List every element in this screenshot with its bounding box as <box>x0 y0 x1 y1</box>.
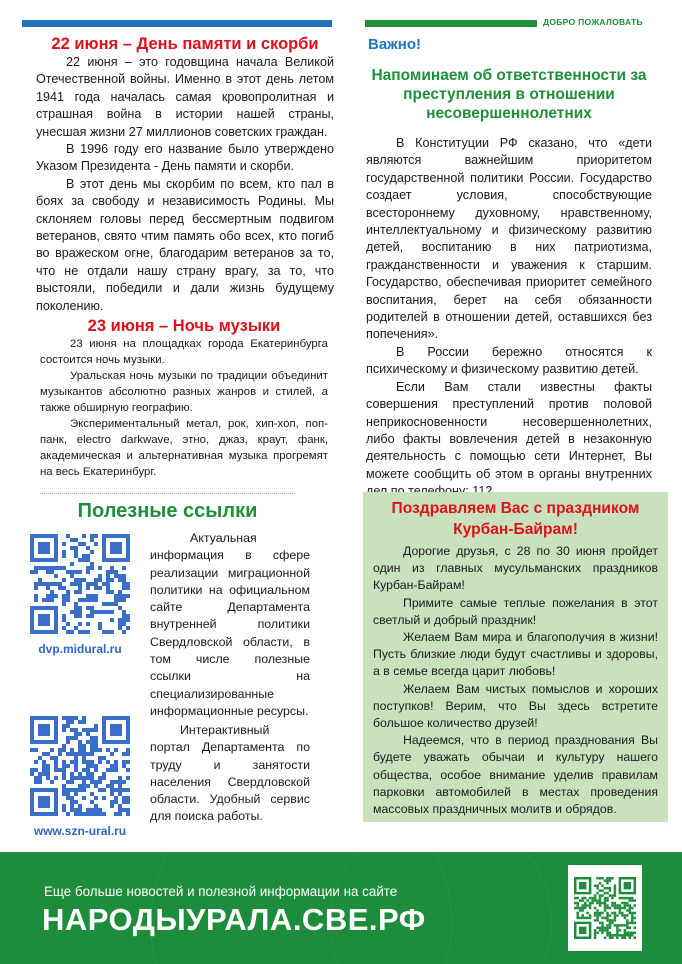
article-paragraph: Если Вам стали известны факты совершения преступлений против половой неприкосновенности несовершеннолетних, либо факты вовлечения детей в незаконную деятельность с помощью сети Интернет, Вы можете сообщить об этом в органы внутренних <box>366 379 652 481</box>
important-title: Напоминаем об ответственности за преступления в отношении несовершеннолетних <box>371 67 647 122</box>
article-paragraph: 22 июня – это годовщина начала Великой Отечественной войны. Именно в этот день летом 1941 года началась самая кровопролитная и страшная война в истории нашей страны, унесшая жизни 27 миллионов советских граждан. <box>36 55 334 139</box>
article-paragraph: В Конституции РФ сказано, что «дети являются важнейшим приоритетом государственной политики России. Государство создает условия, способствующие всестороннему духовному, нравственному, интеллектуальному и физическому развитию детей, воспитанию в них патриотизма, гражданственности и уважения к старшим. Государство, обеспечивая приоритет семейного воспитания, берет на себя обязанности родителей в отношении детей, оставшихся без попечения». <box>366 136 652 342</box>
article-paragraph: Уральская ночь музыки по традиции объединит музыкантов абсолютно разных жанров и стилей, а также обширную географию. <box>40 370 328 414</box>
footer-site-link[interactable]: НАРОДЫУРАЛА.СВЕ.РФ <box>42 902 426 937</box>
qr-code-icon[interactable] <box>568 865 642 951</box>
article-music-title: 23 июня – Ночь музыки <box>87 317 281 335</box>
qr-code-footer <box>574 877 636 939</box>
link-description: Интерактивный портал Департамента по труду и занятости населения Свердловской области. Удобный сервис для поиска работы. <box>150 723 310 824</box>
link-url-szn[interactable]: www.szn-ural.ru <box>33 824 127 838</box>
section-divider <box>40 493 295 494</box>
useful-links-title: Полезные ссылки <box>77 500 258 522</box>
welcome-label: ДОБРО ПОЖАЛОВАТЬ <box>543 17 643 27</box>
qr-code-dvp <box>30 534 130 634</box>
article-paragraph: Экспериментальный метал, рок, хип-хоп, поп-панк, electro darkwave, этно, джаз, краут, фанк, академическая и альтернативная музыка прогремят на весь Екатеринбург. <box>40 418 328 478</box>
article-music-night <box>40 316 328 480</box>
article-paragraph: Примите самые теплые пожелания в этот светлый и добрый праздник! <box>373 595 658 627</box>
kurban-title: Поздравляем Вас с праздником Курбан-Байрам! <box>391 500 640 538</box>
article-paragraph: Надеемся, что в период празднования Вы будете уважать обычаи и культуру нашего общества, особое внимание уделив правилам парковки автомобилей в местах проведения массовых праздничных молитв и обрядов. <box>373 733 658 817</box>
article-paragraph: Желаем Вам чистых помыслов и хороших поступков! Верим, что Вы здесь встретите большое количество друзей! <box>373 681 658 731</box>
link-description: Актуальная информация в сфере реализации миграционной политики на официальном сайте Департамента внутренней политики Свердловской области, в том числе полезные ссылки на специализированные информационные ресурсы. <box>150 531 310 718</box>
article-paragraph: Дорогие друзья, с 28 по 30 июня пройдет один из главных мусульманских праздников Курбан-Байрам! <box>373 544 658 593</box>
article-paragraph: В этот день мы скорбим по всем, кто пал в боях за свободу и независимость Родины. Мы склоняем головы перед бессмертным подвигом ветеранов, свято чтим память обо всех, кто погиб во вражеском огне, благодарим ветеранов за то, что не отдали нашу страну врагу, за то, что выстояли, победили и дали жизнь будущему поколению. <box>36 176 334 313</box>
link-url-dvp[interactable]: dvp.midural.ru <box>38 642 122 656</box>
important-section <box>366 66 652 501</box>
kurban-bayram-box <box>363 492 668 822</box>
article-paragraph: Желаем Вам мира и благополучия в жизни! Пусть близкие люди будут счастливы и здоровы, а в семье всегда царит любовь! <box>373 630 658 679</box>
article-memory-day <box>36 34 334 315</box>
header-green-bar <box>365 20 537 27</box>
header-blue-bar <box>22 20 332 27</box>
important-label: Важно! <box>368 36 422 53</box>
article-paragraph: 23 июня на площадках города Екатеринбурга состоится ночь музыки. <box>40 338 328 366</box>
qr-code-icon[interactable] <box>30 534 130 634</box>
article-memory-title: 22 июня – День памяти и скорби <box>51 35 319 53</box>
qr-code-icon[interactable] <box>30 716 130 816</box>
article-paragraph: В России бережно относятся к психическому и физическому развитию детей. <box>366 344 652 377</box>
article-paragraph: В 1996 году его название было утверждено Указом Президента - День памяти и скорби. <box>36 142 334 174</box>
footer-subtitle: Еще больше новостей и полезной информации на сайте <box>44 884 398 899</box>
qr-code-szn <box>30 716 130 816</box>
footer-banner <box>0 852 682 964</box>
